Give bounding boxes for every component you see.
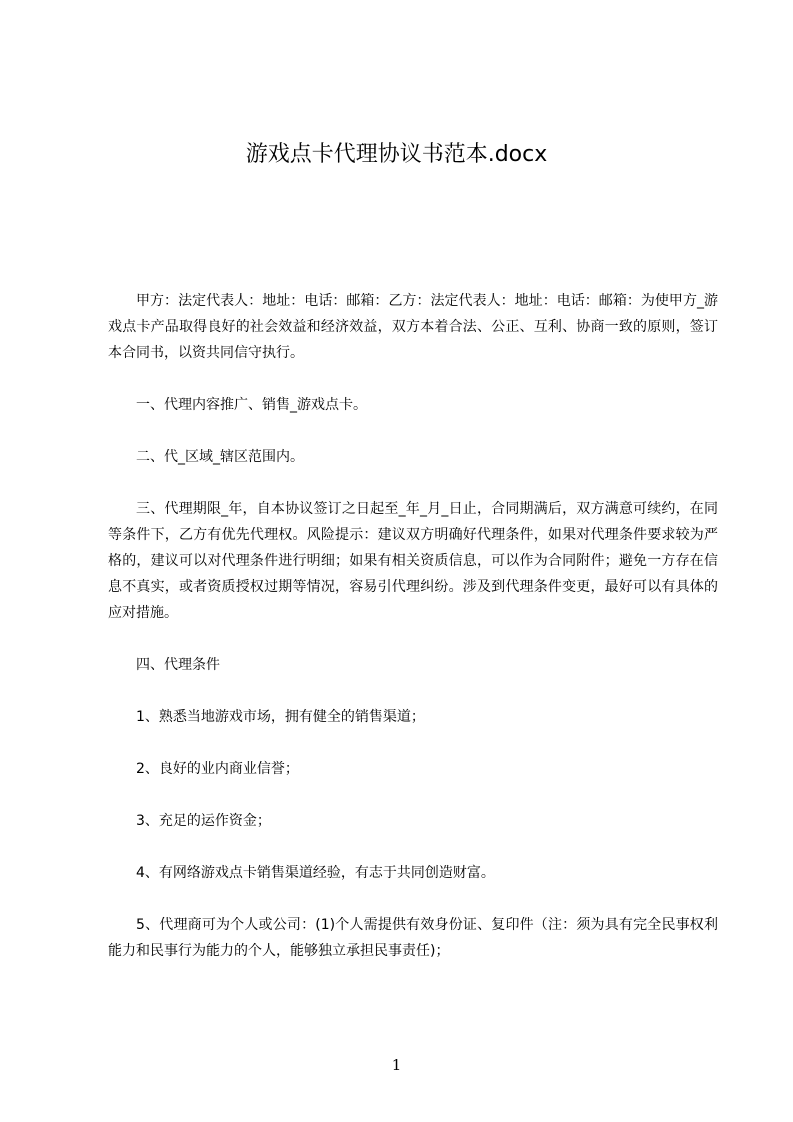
paragraph-condition-3: 3、充足的运作资金； — [136, 813, 271, 829]
paragraph-condition-5: 5、代理商可为个人或公司：(1)个人需提供有效身份证、复印件（注：须为具有完全民事权利能力和民事行为能力的个人，能够独立承担民事责任)； — [108, 917, 718, 959]
paragraph-parties: 甲方：法定代表人：地址：电话：邮箱：乙方：法定代表人：地址：电话：邮箱：为使甲方_游戏点卡产品取得良好的社会效益和经济效益，双方本着合法、公正、互利、协商一致的原则，签订本合同书，以资共同信守执行。 — [108, 293, 718, 361]
page-number: 1 — [391, 1056, 402, 1074]
document-body — [108, 288, 718, 964]
document-title: 游戏点卡代理协议书范本.docx — [245, 142, 548, 167]
paragraph-agency-content: 一、代理内容推广、销售_游戏点卡。 — [136, 397, 367, 413]
paragraph-condition-1: 1、熟悉当地游戏市场，拥有健全的销售渠道； — [136, 709, 425, 725]
paragraph-agency-conditions-heading: 四、代理条件 — [136, 657, 220, 673]
paragraph-agency-term: 三、代理期限_年，自本协议签订之日起至_年_月_日止，合同期满后，双方满意可续约，在同等条件下，乙方有优先代理权。风险提示：建议双方明确好代理条件，如果对代理条件要求较为严格的，建议可以对代理条件进行明细；如果有相关资质信息，可以作为合同附件；避免一方存在信息不真实，或者资质授权过期等情况，容易引代理纠纷。涉及到代理条件变更，最好可以有具体的应对措施。 — [108, 501, 718, 621]
paragraph-agency-region: 二、代_区域_辖区范围内。 — [136, 449, 304, 465]
paragraph-condition-2: 2、良好的业内商业信誉； — [136, 761, 299, 777]
paragraph-condition-4: 4、有网络游戏点卡销售渠道经验，有志于共同创造财富。 — [136, 865, 495, 881]
